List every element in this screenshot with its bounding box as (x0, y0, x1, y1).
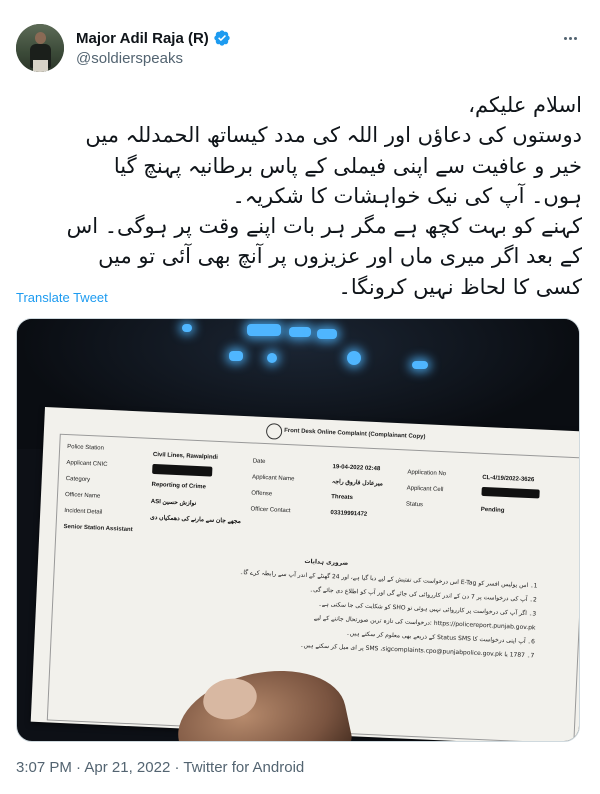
instruction-item: 7۔ 1787 یا SMS ،sigcomplaints.cpo@punjabpolice.gov.pk پر ای میل کر سکتے ہیں۔ (299, 641, 535, 660)
tweet-line: کہنے کو بہت کچھ ہے مگر ہر بات اپنے وقت پر ہوگی۔ اس (66, 214, 582, 239)
instruction-item: 6۔ آپ اپنی درخواست کا Status SMS کے ذریعے بھی معلوم کر سکتے ہیں۔ (346, 629, 536, 646)
tweet-metadata (16, 759, 304, 776)
applicant-name-label: Applicant Name (251, 474, 295, 483)
instruction-item: 3۔ اگر آپ کی درخواست پر کارروائی نہیں ہوئی تو SHO کو شکایت کی جا سکتی ہے۔ (318, 600, 537, 618)
author-name[interactable]: Major Adil Raja (R) (76, 29, 209, 47)
author-handle[interactable]: @soldierspeaks (76, 50, 183, 67)
applicant-cell-label: Applicant Cell (406, 485, 444, 494)
ssa-label: Senior Station Assistant (63, 523, 133, 534)
incident-value: مجھے جان سے مارنے کی دھمکیاں دی (149, 514, 241, 526)
applicant-name-value: میرعادل فاروق راجہ (331, 479, 384, 488)
officer-name-value: ASI نوازش حسین (150, 498, 197, 507)
officer-name-label: Officer Name (64, 492, 101, 500)
dashboard-light (247, 324, 281, 336)
instructions-title: ضروری ہدایات (304, 557, 349, 567)
dashboard-light (289, 327, 311, 337)
dashboard-light (182, 324, 192, 332)
dashboard-light (317, 329, 337, 339)
tweet-text (16, 90, 582, 302)
tweet-client[interactable]: Twitter for Android (183, 759, 305, 776)
police-seal-icon (266, 423, 283, 440)
status-label: Status (405, 501, 424, 509)
tweet-line: اسلام علیکم، (468, 93, 582, 117)
dashboard-light (267, 353, 277, 363)
avatar[interactable] (16, 24, 64, 72)
instruction-item: 1۔ اس پولیس افسر کو E-Tag اس درخواست کی تفتیش کے لیے دیا گیا ہے، اور 24 گھنٹے کے اندر آپ سے رابطہ کرے گا۔ (239, 569, 538, 590)
officer-contact-label: Officer Contact (250, 506, 291, 515)
tweet-time[interactable]: 3:07 PM (16, 759, 72, 776)
tweet-line: دوستوں کی دعاؤں اور اللہ کی مدد کیساتھ الحمدللہ میں (85, 123, 582, 148)
tweet-line: خیر و عافیت سے اپنی فیملی کے پاس برطانیہ پہنچ گیا (113, 153, 582, 178)
category-label: Category (65, 476, 91, 484)
tweet-photo[interactable] (16, 318, 580, 742)
date-label: Date (252, 458, 266, 466)
tweet-line: کسی کا لحاظ نہیں کرونگا۔ (338, 274, 582, 299)
receipt-title: Front Desk Online Complaint (Complainant Copy) (284, 427, 426, 441)
separator: · (71, 759, 85, 776)
status-value: Pending (480, 506, 505, 514)
application-no-label: Application No (407, 469, 447, 478)
category-value: Reporting of Crime (151, 481, 206, 491)
tweet-line: ہوں۔ آپ کی نیک خواہشات کا شکریہ۔ (232, 183, 582, 208)
application-no-value: CL-4/19/2022-3626 (482, 474, 535, 484)
offense-label: Offense (251, 490, 273, 498)
police-station-label: Police Station (67, 444, 105, 452)
instruction-item: https://policereport.punjab.gov.pk :درخواست کی تازہ ترین صورتحال جاننے کے لیے (313, 614, 536, 632)
date-value: 19-04-2022 02:48 (332, 464, 381, 473)
tweet-line: کے بعد اگر میری ماں اور عزیزوں پر آنچ بھی آئی تو میں (98, 244, 582, 269)
dashboard-light (412, 361, 428, 369)
offense-value: Threats (331, 494, 354, 502)
dashboard-light (229, 351, 243, 361)
applicant-cnic-label: Applicant CNIC (66, 460, 108, 468)
dashboard-light (347, 351, 361, 365)
officer-contact-value: 03319991472 (330, 510, 368, 518)
translate-tweet-link[interactable]: Translate Tweet (16, 290, 108, 305)
separator: · (170, 759, 184, 776)
author-name-row[interactable] (76, 28, 231, 48)
incident-label: Incident Detail (64, 507, 103, 516)
tweet-date[interactable]: Apr 21, 2022 (84, 759, 171, 776)
police-station-value: Civil Lines, Rawalpindi (152, 451, 219, 461)
more-options-icon[interactable] (560, 28, 580, 48)
instruction-item: 2۔ آپ کی درخواست پر 7 دن کے اندر کارروائی کی جائے گی اور آپ کو اطلاع دی جائے گی۔ (309, 586, 537, 604)
verified-badge-icon (213, 29, 231, 47)
